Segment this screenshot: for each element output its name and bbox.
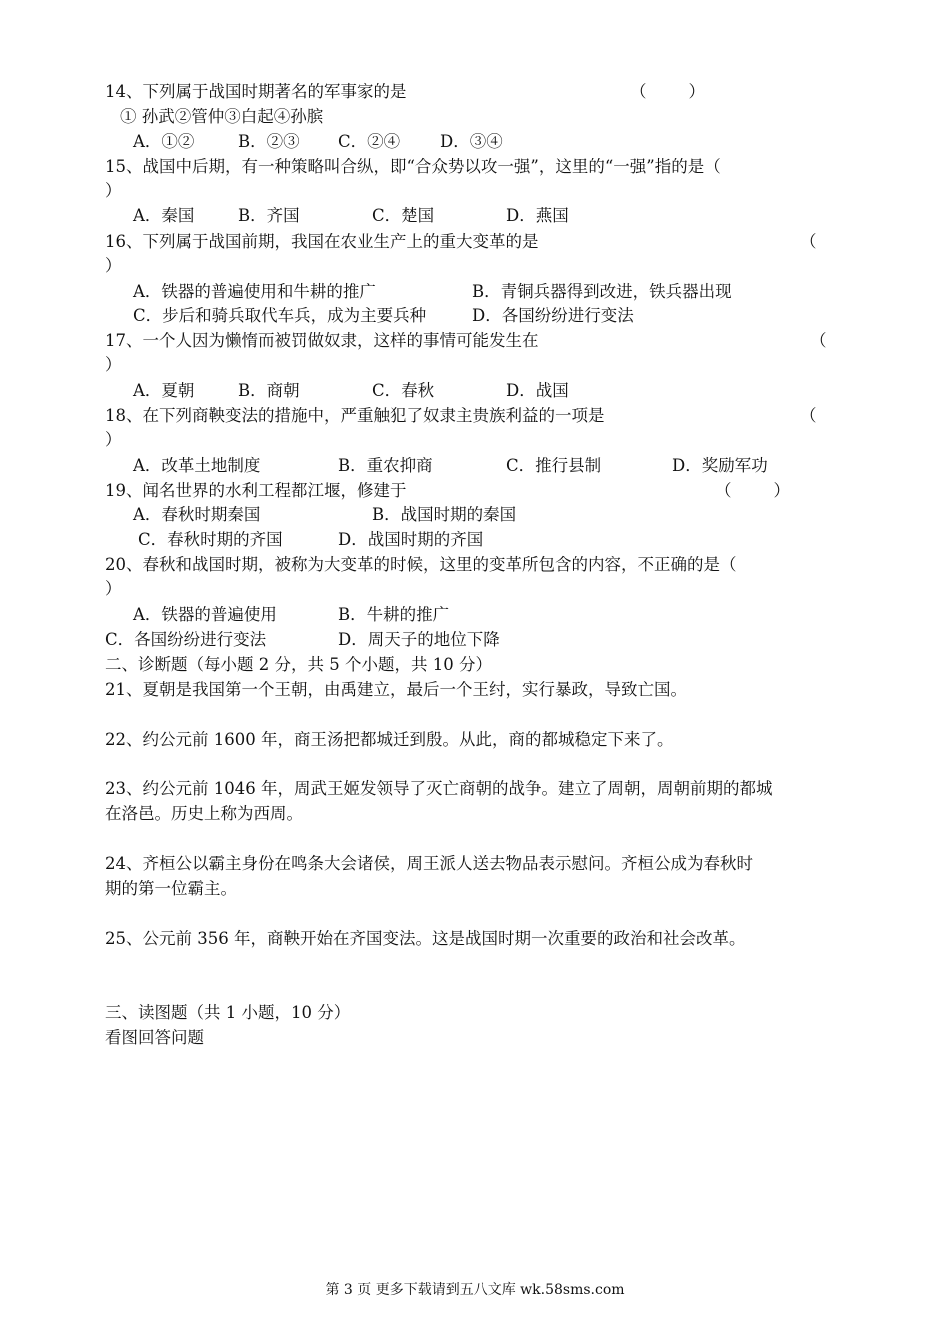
q20-option-a: A．铁器的普遍使用 — [133, 605, 277, 624]
q17-stem: 17、一个人因为懒惰而被罚做奴隶，这样的事情可能发生在 — [105, 331, 539, 350]
q18-close: ） — [105, 430, 122, 449]
q14-option-d: D．③④ — [440, 132, 503, 151]
section3-title: 三、读图题（共 1 小题，10 分） — [105, 1003, 351, 1022]
q17-option-a: A．夏朝 — [133, 381, 195, 400]
q24-text-line2: 期的第一位霸主。 — [105, 879, 237, 898]
q16-option-c: C．步后和骑兵取代车兵，成为主要兵种 — [133, 306, 427, 325]
q14-paren: （ ） — [630, 82, 705, 101]
q16-option-a: A．铁器的普遍使用和牛耕的推广 — [133, 282, 376, 301]
q18-open: （ — [800, 406, 817, 425]
q19-option-a: A．春秋时期秦国 — [133, 505, 261, 524]
q19-option-b: B．战国时期的秦国 — [372, 505, 517, 524]
q14-option-a: A．①② — [133, 132, 195, 151]
q16-option-d: D．各国纷纷进行变法 — [472, 306, 634, 325]
q23-text-line1: 23、约公元前 1046 年，周武王姬发领导了灭亡商朝的战争。建立了周朝，周朝前期的都城 — [105, 779, 773, 798]
q16-option-b: B．青铜兵器得到改进，铁兵器出现 — [472, 282, 732, 301]
q20-close: ） — [105, 579, 122, 598]
q15-option-b: B．齐国 — [238, 206, 300, 225]
q14-stem: 14、下列属于战国时期著名的军事家的是 — [105, 82, 407, 101]
q16-close: ） — [105, 256, 122, 275]
q24-text-line1: 24、齐桓公以霸主身份在鸣条大会诸侯，周王派人送去物品表示慰问。齐桓公成为春秋时 — [105, 854, 753, 873]
q25-text: 25、公元前 356 年，商鞅开始在齐国变法。这是战国时期一次重要的政治和社会改革。 — [105, 929, 746, 948]
q20-option-c: C．各国纷纷进行变法 — [105, 630, 267, 649]
q19-option-d: D．战国时期的齐国 — [338, 530, 484, 549]
q17-close: ） — [105, 355, 122, 374]
q17-option-b: B．商朝 — [238, 381, 300, 400]
q15-option-c: C．楚国 — [372, 206, 435, 225]
q17-option-c: C．春秋 — [372, 381, 435, 400]
q16-open: （ — [800, 232, 817, 251]
q18-option-c: C．推行县制 — [506, 456, 602, 475]
q14-option-b: B．②③ — [238, 132, 300, 151]
q18-option-d: D．奖励军功 — [672, 456, 768, 475]
q22-text: 22、约公元前 1600 年，商王汤把都城迁到殷。从此，商的都城稳定下来了。 — [105, 730, 674, 749]
q15-option-d: D．燕国 — [506, 206, 569, 225]
q15-option-a: A．秦国 — [133, 206, 195, 225]
q19-paren: （ ） — [715, 481, 790, 500]
q23-text-line2: 在洛邑。历史上称为西周。 — [105, 804, 303, 823]
q21-text: 21、夏朝是我国第一个王朝，由禹建立，最后一个王纣，实行暴政，导致亡国。 — [105, 680, 687, 699]
q18-stem: 18、在下列商鞅变法的措施中，严重触犯了奴隶主贵族利益的一项是 — [105, 406, 605, 425]
section2-title: 二、诊断题（每小题 2 分，共 5 个小题，共 10 分） — [105, 655, 492, 674]
q14-items: ① 孙武②管仲③白起④孙膑 — [120, 107, 324, 126]
page-footer: 第 3 页 更多下载请到五八文库 wk.58sms.com — [325, 1282, 625, 1298]
section3-subtitle: 看图回答问题 — [105, 1028, 204, 1047]
q15-stem: 15、战国中后期，有一种策略叫合纵，即“合众势以攻一强”，这里的“一强”指的是（ — [105, 157, 721, 176]
q19-option-c: C．春秋时期的齐国 — [138, 530, 283, 549]
q20-stem: 20、春秋和战国时期，被称为大变革的时候，这里的变革所包含的内容，不正确的是（ — [105, 555, 737, 574]
q20-option-b: B．牛耕的推广 — [338, 605, 450, 624]
q19-stem: 19、闻名世界的水利工程都江堰，修建于 — [105, 481, 407, 500]
q14-option-c: C．②④ — [338, 132, 401, 151]
q18-option-a: A．改革土地制度 — [133, 456, 261, 475]
q15-close: ） — [105, 181, 122, 200]
q17-option-d: D．战国 — [506, 381, 569, 400]
q17-open: （ — [810, 331, 827, 350]
q16-stem: 16、下列属于战国前期，我国在农业生产上的重大变革的是 — [105, 232, 539, 251]
q18-option-b: B．重农抑商 — [338, 456, 433, 475]
q20-option-d: D．周天子的地位下降 — [338, 630, 500, 649]
